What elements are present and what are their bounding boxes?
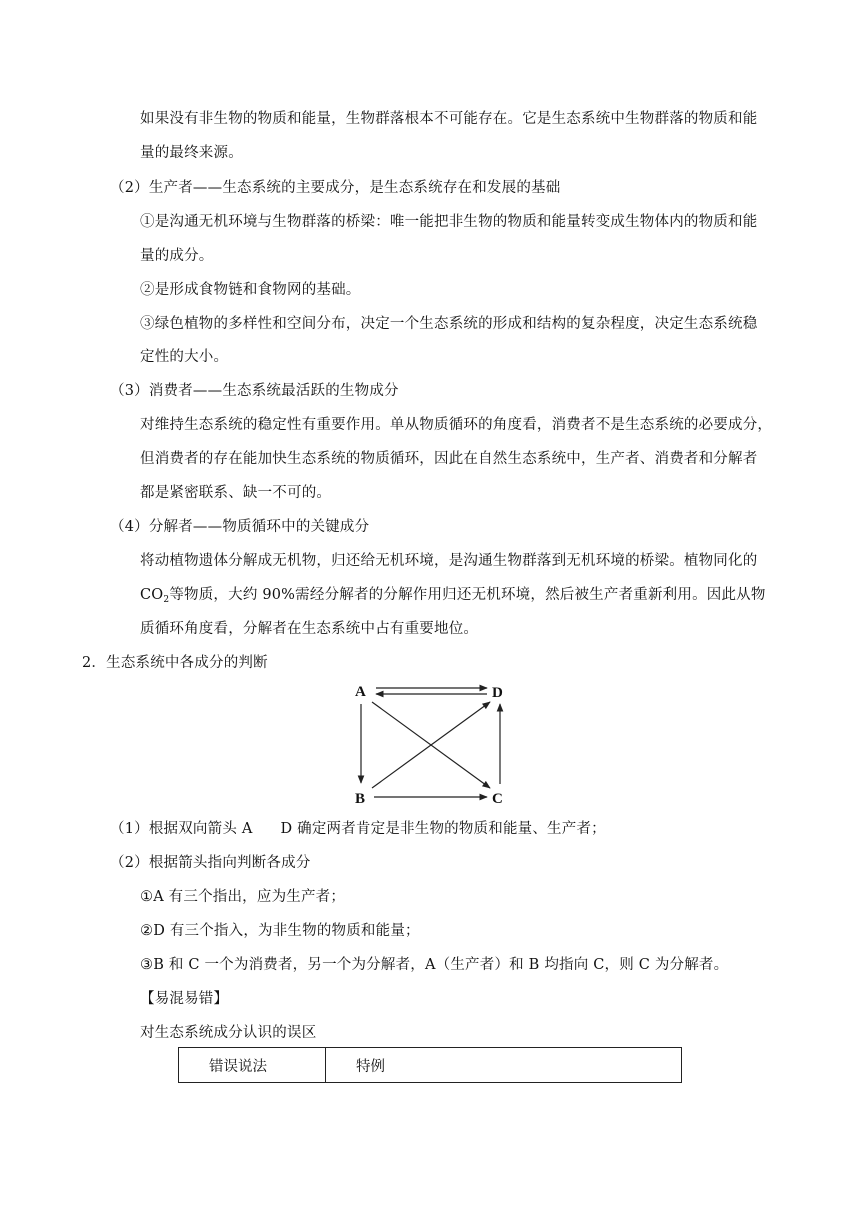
node-d: D bbox=[492, 685, 503, 701]
table-header-row bbox=[179, 1048, 682, 1083]
node-c: C bbox=[492, 791, 503, 807]
paragraph-line: ①是沟通无机环境与生物群落的桥梁：唯一能把非生物的物质和能量转变成生物体内的物质和能 bbox=[140, 214, 758, 230]
paragraph-line: ②D 有三个指入，为非生物的物质和能量； bbox=[140, 923, 420, 939]
paragraph-line: ②是形成食物链和食物网的基础。 bbox=[140, 282, 361, 298]
paragraph-line: 量的最终来源。 bbox=[140, 145, 243, 161]
item-heading-decomposer: （4）分解者——物质循环中的关键成分 bbox=[110, 519, 370, 535]
paragraph-line: 但消费者的存在能加快生态系统的物质循环，因此在自然生态系统中，生产者、消费者和分解者 bbox=[140, 451, 758, 467]
paragraph-line: ③B 和 C 一个为消费者，另一个为分解者，A（生产者）和 B 均指向 C，则 C 为分解者。 bbox=[140, 957, 729, 973]
paragraph-line-co2 bbox=[140, 585, 766, 605]
item-heading-arrow-direction: （2）根据箭头指向判断各成分 bbox=[110, 855, 311, 871]
misconception-table bbox=[178, 1047, 682, 1083]
bidirectional-text-end: D 确定两者肯定是非生物的物质和能量、生产者； bbox=[280, 821, 606, 837]
paragraph-line: 量的成分。 bbox=[140, 248, 214, 264]
paragraph-line: 质循环角度看，分解者在生态系统中占有重要地位。 bbox=[140, 621, 479, 637]
paragraph-line: 对维持生态系统的稳定性有重要作用。单从物质循环的角度看，消费者不是生态系统的必要成分， bbox=[140, 417, 773, 433]
paragraph-line-bidirectional bbox=[110, 819, 606, 839]
paragraph-line: 对生态系统成分认识的误区 bbox=[140, 1025, 317, 1041]
co2-subscript: 2 bbox=[163, 595, 170, 605]
table-header-cell: 特例 bbox=[326, 1048, 682, 1083]
confusion-heading: 【易混易错】 bbox=[140, 991, 229, 1007]
arrow-diagram-svg bbox=[350, 680, 510, 808]
paragraph-line: 都是紧密联系、缺一不可的。 bbox=[140, 485, 332, 501]
section-heading: 2．生态系统中各成分的判断 bbox=[82, 655, 268, 671]
item-heading-producer: （2）生产者——生态系统的主要成分，是生态系统存在和发展的基础 bbox=[110, 180, 561, 196]
item-heading-consumer: （3）消费者——生态系统最活跃的生物成分 bbox=[110, 383, 399, 399]
table-header-cell: 错误说法 bbox=[179, 1048, 326, 1083]
co2-text: CO bbox=[140, 587, 164, 603]
paragraph-line: ①A 有三个指出，应为生产者； bbox=[140, 889, 346, 905]
co2-rest-text: 等物质，大约 90%需经分解者的分解作用归还无机环境，然后被生产者重新利用。因此从物 bbox=[169, 587, 766, 603]
paragraph-line: 将动植物遗体分解成无机物，归还给无机环境，是沟通生物群落到无机环境的桥梁。植物同化的 bbox=[140, 553, 758, 569]
paragraph-line: ③绿色植物的多样性和空间分布，决定一个生态系统的形成和结构的复杂程度，决定生态系统稳 bbox=[140, 316, 758, 332]
paragraph-line: 如果没有非生物的物质和能量，生物群落根本不可能存在。它是生态系统中生物群落的物质和能 bbox=[140, 111, 758, 127]
component-diagram bbox=[350, 680, 510, 808]
paragraph-line: 定性的大小。 bbox=[140, 349, 229, 365]
node-a: A bbox=[355, 684, 366, 700]
node-b: B bbox=[355, 791, 366, 807]
bidirectional-text-start: （1）根据双向箭头 A bbox=[110, 821, 253, 837]
